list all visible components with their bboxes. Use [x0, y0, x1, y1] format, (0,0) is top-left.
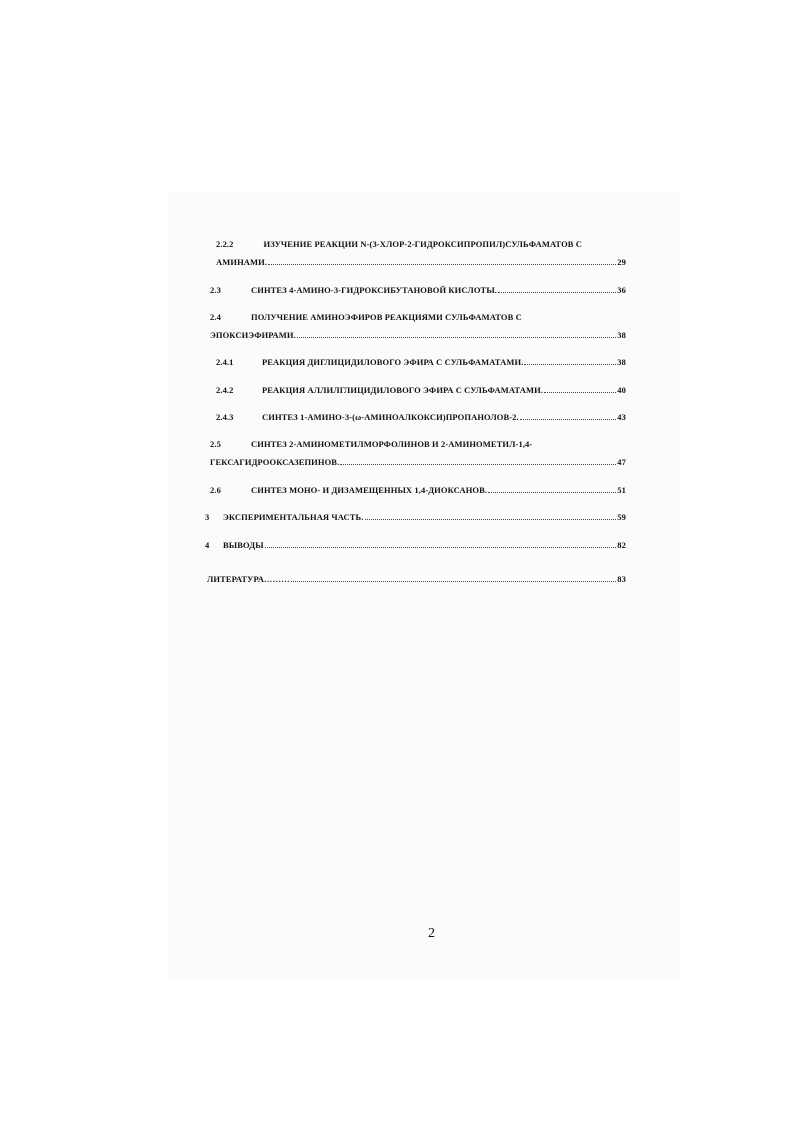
toc-leader: [291, 581, 617, 582]
toc-title: СИНТЕЗ МОНО- И ДИЗАМЕЩЕННЫХ 1,4-ДИОКСАНОВ.: [251, 485, 488, 495]
toc-page: 51: [617, 485, 626, 495]
toc-leader: [524, 364, 616, 365]
toc-leader: [365, 519, 617, 520]
scanned-page: [168, 192, 680, 978]
toc-page: 59: [617, 512, 626, 522]
toc-leader: [268, 264, 616, 265]
toc-title: РЕАКЦИЯ ДИГЛИЦИДИЛОВОГО ЭФИРА С СУЛЬФАМАТАМИ.: [262, 357, 524, 367]
toc-number: 2.4: [210, 312, 221, 322]
toc-title-cont: ЭПОКСИЭФИРАМИ.: [210, 330, 296, 340]
toc-number: 4: [205, 540, 210, 550]
toc-number: 2.3: [210, 285, 221, 295]
toc-title: ПОЛУЧЕНИЕ АМИНОЭФИРОВ РЕАКЦИЯМИ СУЛЬФАМАТОВ С: [251, 312, 522, 322]
toc-leader: [265, 547, 617, 548]
page-number: 2: [428, 926, 435, 941]
toc-page: 47: [617, 457, 626, 467]
toc-number: 2.4.3: [216, 412, 234, 422]
toc-title-cont: АМИНАМИ.: [216, 257, 268, 267]
toc-title: ИЗУЧЕНИЕ РЕАКЦИИ N-(3-ХЛОР-2-ГИДРОКСИПРОПИЛ)СУЛЬФАМАТОВ С: [263, 239, 583, 249]
toc-number: 2.2.2: [216, 239, 234, 249]
toc-title: ЛИТЕРАТУРА………: [207, 574, 290, 584]
toc-title: СИНТЕЗ 2-АМИНОМЕТИЛМОРФОЛИНОВ И 2-АМИНОМЕТИЛ-1,4-: [251, 439, 533, 449]
toc-number: 2.5: [210, 439, 221, 449]
toc-title: РЕАКЦИЯ АЛЛИЛГЛИЦИДИЛОВОГО ЭФИРА С СУЛЬФАМАТАМИ.: [262, 385, 544, 395]
toc-title: СИНТЕЗ 4-АМИНО-3-ГИДРОКСИБУТАНОВОЙ КИСЛОТЫ.: [251, 285, 497, 295]
toc-number: 2.4.1: [216, 357, 234, 367]
toc-title: ВЫВОДЫ: [223, 540, 264, 550]
toc-page: 83: [617, 574, 626, 584]
toc-leader: [297, 337, 616, 338]
toc-leader: [488, 492, 616, 493]
toc-leader: [544, 392, 616, 393]
toc-page: 43: [617, 412, 626, 422]
toc-page: 36: [617, 285, 626, 295]
toc-title: ЭКСПЕРИМЕНТАЛЬНАЯ ЧАСТЬ.: [223, 512, 364, 522]
toc-number: 3: [205, 512, 210, 522]
toc-page: 38: [617, 330, 626, 340]
toc-page: 82: [617, 540, 626, 550]
toc-page: 38: [617, 357, 626, 367]
toc-number: 2.6: [210, 485, 221, 495]
toc-number: 2.4.2: [216, 385, 234, 395]
toc-leader: [340, 464, 616, 465]
toc-title: СИНТЕЗ 1-АМИНО-3-(ω-АМИНОАЛКОКСИ)ПРОПАНОЛОВ-2.: [262, 412, 519, 422]
toc-leader: [498, 292, 616, 293]
toc-page: 40: [617, 385, 626, 395]
toc-leader: [520, 419, 617, 420]
toc-title-cont: ГЕКСАГИДРООКСАЗЕПИНОВ.: [210, 457, 340, 467]
toc-page: 29: [617, 257, 626, 267]
